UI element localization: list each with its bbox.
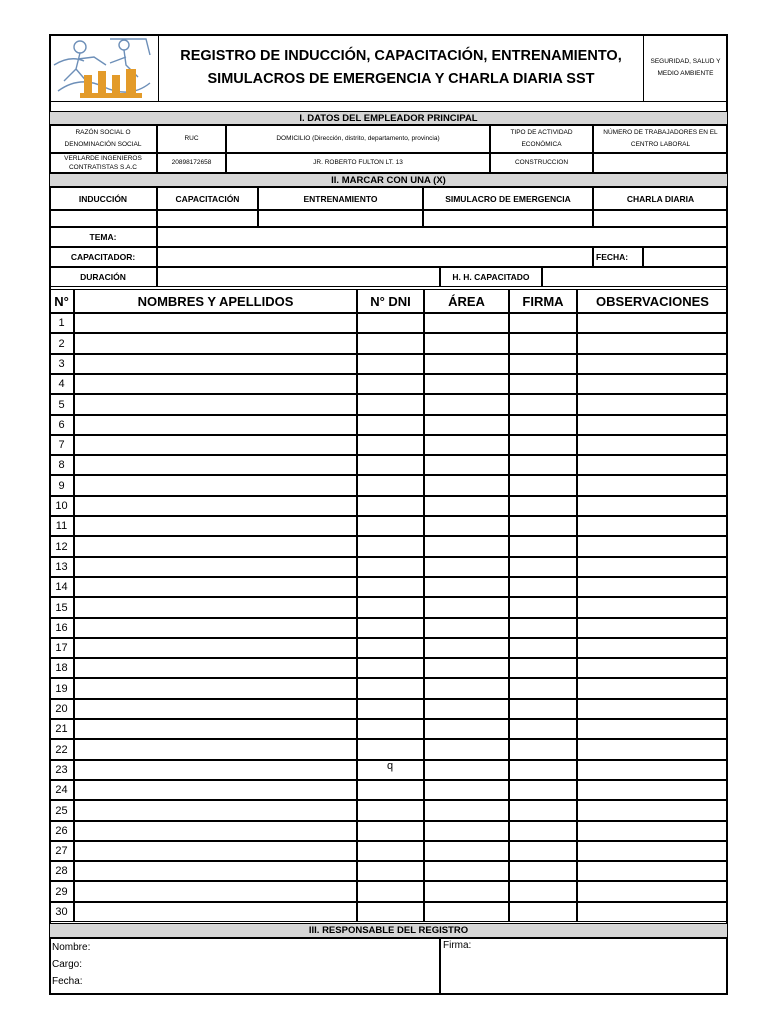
- row-dni-cell[interactable]: [357, 597, 424, 618]
- section-3-title: III. RESPONSABLE DEL REGISTRO: [49, 923, 728, 938]
- title-line-1: REGISTRO DE INDUCCIÓN, CAPACITACIÓN, ENTRENAMIENTO,: [180, 48, 622, 64]
- logo-bars: [80, 69, 142, 98]
- row-observaciones-cell[interactable]: [577, 333, 728, 354]
- row-firma-cell[interactable]: [509, 780, 577, 800]
- row-dni-cell[interactable]: [357, 516, 424, 536]
- row-firma-cell[interactable]: [509, 313, 577, 333]
- row-dni-cell[interactable]: [357, 333, 424, 354]
- sst-note-line-1: SEGURIDAD, SALUD Y: [650, 58, 721, 65]
- nombre-label: Nombre:: [52, 942, 91, 953]
- cargo-label: Cargo:: [52, 959, 83, 970]
- row-observaciones-cell[interactable]: [577, 678, 728, 699]
- row-dni-cell[interactable]: [357, 841, 424, 861]
- row-nombres-cell[interactable]: [74, 516, 357, 536]
- row-nombres-cell[interactable]: [74, 821, 357, 841]
- row-number: 3: [49, 354, 74, 374]
- row-observaciones-cell[interactable]: [577, 557, 728, 577]
- row-number: 27: [49, 841, 74, 861]
- row-area-cell[interactable]: [424, 557, 509, 577]
- row-area-cell[interactable]: [424, 821, 509, 841]
- capacitador-field[interactable]: [157, 247, 593, 267]
- row-firma-cell[interactable]: [509, 557, 577, 577]
- row-firma-cell[interactable]: [509, 333, 577, 354]
- row-firma-cell[interactable]: [509, 658, 577, 678]
- option-capacitacion: CAPACITACIÓN: [157, 187, 258, 210]
- row-observaciones-cell[interactable]: [577, 475, 728, 496]
- row-nombres-cell[interactable]: [74, 496, 357, 516]
- row-area-cell[interactable]: [424, 881, 509, 902]
- row-dni-cell[interactable]: [357, 618, 424, 638]
- col-header-dni: N° DNI: [357, 289, 424, 313]
- row-area-cell[interactable]: [424, 719, 509, 739]
- row-dni-cell[interactable]: [357, 313, 424, 333]
- fecha-label: FECHA:: [593, 247, 643, 267]
- row-number: 5: [49, 394, 74, 415]
- row-dni-cell[interactable]: [357, 658, 424, 678]
- sst-note-line-2: MEDIO AMBIENTE: [657, 70, 714, 77]
- row-nombres-cell[interactable]: [74, 394, 357, 415]
- section-1-title: I. DATOS DEL EMPLEADOR PRINCIPAL: [49, 111, 728, 125]
- row-number: 10: [49, 496, 74, 516]
- row-firma-cell[interactable]: [509, 475, 577, 496]
- row-area-cell[interactable]: [424, 313, 509, 333]
- row-dni-cell[interactable]: [357, 881, 424, 902]
- row-dni-cell[interactable]: [357, 496, 424, 516]
- row-number: 2: [49, 333, 74, 354]
- row-nombres-cell[interactable]: [74, 902, 357, 922]
- row-firma-cell[interactable]: [509, 841, 577, 861]
- row-firma-cell[interactable]: [509, 394, 577, 415]
- row-observaciones-cell[interactable]: [577, 699, 728, 719]
- row-area-cell[interactable]: [424, 435, 509, 455]
- row-nombres-cell[interactable]: [74, 354, 357, 374]
- row-firma-cell[interactable]: [509, 597, 577, 618]
- responsable-datos: [49, 938, 440, 995]
- row-observaciones-cell[interactable]: [577, 516, 728, 536]
- row-nombres-cell[interactable]: [74, 678, 357, 699]
- mark-simulacro[interactable]: [423, 210, 593, 227]
- row-nombres-cell[interactable]: [74, 618, 357, 638]
- row-number: 21: [49, 719, 74, 739]
- row-nombres-cell[interactable]: [74, 699, 357, 719]
- row-observaciones-cell[interactable]: [577, 415, 728, 435]
- row-area-cell[interactable]: [424, 658, 509, 678]
- row-dni-cell[interactable]: [357, 475, 424, 496]
- row-firma-cell[interactable]: [509, 800, 577, 821]
- row-dni-cell[interactable]: [357, 435, 424, 455]
- row-observaciones-cell[interactable]: [577, 881, 728, 902]
- sst-note: [643, 34, 728, 102]
- row-observaciones-cell[interactable]: [577, 313, 728, 333]
- row-nombres-cell[interactable]: [74, 841, 357, 861]
- row-number: 9: [49, 475, 74, 496]
- col-header-area: ÁREA: [424, 289, 509, 313]
- row-observaciones-cell[interactable]: [577, 719, 728, 739]
- duracion-field[interactable]: [157, 267, 440, 287]
- row-observaciones-cell[interactable]: [577, 435, 728, 455]
- row-firma-cell[interactable]: [509, 374, 577, 394]
- trabajadores-label: NÚMERO DE TRABAJADORES EN EL CENTRO LABORAL: [593, 125, 728, 153]
- row-number: 25: [49, 800, 74, 821]
- row-nombres-cell[interactable]: [74, 577, 357, 597]
- row-observaciones-cell[interactable]: [577, 739, 728, 760]
- col-header-nombres: NOMBRES Y APELLIDOS: [74, 289, 357, 313]
- row-nombres-cell[interactable]: [74, 881, 357, 902]
- tema-field[interactable]: [157, 227, 728, 247]
- row-observaciones-cell[interactable]: [577, 455, 728, 475]
- row-dni-cell[interactable]: [357, 455, 424, 475]
- row-nombres-cell[interactable]: [74, 435, 357, 455]
- row-area-cell[interactable]: [424, 800, 509, 821]
- row-nombres-cell[interactable]: [74, 333, 357, 354]
- row-firma-cell[interactable]: [509, 861, 577, 881]
- row-nombres-cell[interactable]: [74, 313, 357, 333]
- row-observaciones-cell[interactable]: [577, 638, 728, 658]
- ruc-label: RUC: [157, 125, 226, 153]
- row-area-cell[interactable]: [424, 354, 509, 374]
- row-number: 19: [49, 678, 74, 699]
- row-observaciones-cell[interactable]: [577, 618, 728, 638]
- row-firma-cell[interactable]: [509, 739, 577, 760]
- row-number: 15: [49, 597, 74, 618]
- row-area-cell[interactable]: [424, 618, 509, 638]
- row-number: 30: [49, 902, 74, 922]
- row-area-cell[interactable]: [424, 496, 509, 516]
- row-observaciones-cell[interactable]: [577, 658, 728, 678]
- row-area-cell[interactable]: [424, 861, 509, 881]
- col-header-num: N°: [49, 289, 74, 313]
- row-area-cell[interactable]: [424, 455, 509, 475]
- row-number: 7: [49, 435, 74, 455]
- row-observaciones-cell[interactable]: [577, 597, 728, 618]
- actividad-label: TIPO DE ACTIVIDAD ECONÓMICA: [490, 125, 593, 153]
- row-dni-cell[interactable]: [357, 719, 424, 739]
- row-observaciones-cell[interactable]: [577, 577, 728, 597]
- row-nombres-cell[interactable]: [74, 536, 357, 557]
- fecha-responsable-label: Fecha:: [52, 976, 83, 987]
- row-area-cell[interactable]: [424, 536, 509, 557]
- row-number: 16: [49, 618, 74, 638]
- row-number: 24: [49, 780, 74, 800]
- row-number: 6: [49, 415, 74, 435]
- row-dni-cell[interactable]: [357, 374, 424, 394]
- row-nombres-cell[interactable]: [74, 415, 357, 435]
- col-header-observaciones: OBSERVACIONES: [577, 289, 728, 313]
- row-area-cell[interactable]: [424, 638, 509, 658]
- row-firma-cell[interactable]: [509, 354, 577, 374]
- row-number: 12: [49, 536, 74, 557]
- mark-charla[interactable]: [593, 210, 728, 227]
- row-area-cell[interactable]: [424, 597, 509, 618]
- row-firma-cell[interactable]: [509, 821, 577, 841]
- row-observaciones-cell[interactable]: [577, 536, 728, 557]
- row-nombres-cell[interactable]: [74, 374, 357, 394]
- row-firma-cell[interactable]: [509, 719, 577, 739]
- hh-field[interactable]: [542, 267, 728, 287]
- row-area-cell[interactable]: [424, 902, 509, 922]
- row-firma-cell[interactable]: [509, 455, 577, 475]
- row-number: 26: [49, 821, 74, 841]
- row-firma-cell[interactable]: [509, 536, 577, 557]
- option-charla: CHARLA DIARIA: [593, 187, 728, 210]
- row-firma-cell[interactable]: [509, 496, 577, 516]
- row-observaciones-cell[interactable]: [577, 760, 728, 780]
- row-number: 22: [49, 739, 74, 760]
- option-simulacro: SIMULACRO DE EMERGENCIA: [423, 187, 593, 210]
- row-number: 23: [49, 760, 74, 780]
- ruc-value[interactable]: 20898172658: [157, 153, 226, 173]
- row-observaciones-cell[interactable]: [577, 902, 728, 922]
- row-area-cell[interactable]: [424, 678, 509, 699]
- row-dni-cell[interactable]: [357, 821, 424, 841]
- logo-box: [49, 34, 159, 102]
- row-firma-cell[interactable]: [509, 902, 577, 922]
- row-dni-cell[interactable]: [357, 861, 424, 881]
- row-number: 29: [49, 881, 74, 902]
- razon-social-value[interactable]: VERLARDE INGENIEROS CONTRATISTAS S.A.C: [49, 153, 157, 173]
- row-number: 28: [49, 861, 74, 881]
- row-nombres-cell[interactable]: [74, 638, 357, 658]
- title-line-2: SIMULACROS DE EMERGENCIA Y CHARLA DIARIA SST: [207, 71, 595, 87]
- row-nombres-cell[interactable]: [74, 760, 357, 780]
- razon-social-label: RAZÓN SOCIAL O DENOMINACIÓN SOCIAL: [49, 125, 157, 153]
- row-area-cell[interactable]: [424, 516, 509, 536]
- row-dni-cell[interactable]: [357, 354, 424, 374]
- row-nombres-cell[interactable]: [74, 739, 357, 760]
- row-observaciones-cell[interactable]: [577, 861, 728, 881]
- row-observaciones-cell[interactable]: [577, 496, 728, 516]
- row-firma-cell[interactable]: [509, 678, 577, 699]
- row-dni-cell[interactable]: [357, 577, 424, 597]
- row-dni-cell[interactable]: [357, 536, 424, 557]
- row-dni-cell[interactable]: [357, 415, 424, 435]
- row-nombres-cell[interactable]: [74, 780, 357, 800]
- row-nombres-cell[interactable]: [74, 719, 357, 739]
- row-dni-cell[interactable]: [357, 638, 424, 658]
- row-area-cell[interactable]: [424, 475, 509, 496]
- form-title: [158, 34, 644, 102]
- row-firma-cell[interactable]: [509, 415, 577, 435]
- row-area-cell[interactable]: [424, 415, 509, 435]
- firma-label: Firma:: [443, 940, 472, 951]
- domicilio-label: DOMICILIO (Dirección, distrito, departamento, provincia): [226, 125, 490, 153]
- option-entrenamiento: ENTRENAMIENTO: [258, 187, 423, 210]
- option-induccion: INDUCCIÓN: [49, 187, 157, 210]
- row-dni-cell[interactable]: [357, 699, 424, 719]
- row-nombres-cell[interactable]: [74, 597, 357, 618]
- row-observaciones-cell[interactable]: [577, 354, 728, 374]
- row-observaciones-cell[interactable]: [577, 821, 728, 841]
- row-firma-cell[interactable]: [509, 577, 577, 597]
- row-area-cell[interactable]: [424, 374, 509, 394]
- row-area-cell[interactable]: [424, 841, 509, 861]
- row-number: 17: [49, 638, 74, 658]
- row-nombres-cell[interactable]: [74, 658, 357, 678]
- row-firma-cell[interactable]: [509, 618, 577, 638]
- row-nombres-cell[interactable]: [74, 800, 357, 821]
- mark-induccion[interactable]: [49, 210, 157, 227]
- col-header-firma: FIRMA: [509, 289, 577, 313]
- row-dni-cell[interactable]: [357, 394, 424, 415]
- row-area-cell[interactable]: [424, 780, 509, 800]
- row-observaciones-cell[interactable]: [577, 374, 728, 394]
- row-dni-cell[interactable]: [357, 739, 424, 760]
- row-firma-cell[interactable]: [509, 760, 577, 780]
- row-firma-cell[interactable]: [509, 435, 577, 455]
- trabajadores-value[interactable]: [593, 153, 728, 173]
- row-firma-cell[interactable]: [509, 881, 577, 902]
- row-observaciones-cell[interactable]: [577, 780, 728, 800]
- row-area-cell[interactable]: [424, 333, 509, 354]
- row-nombres-cell[interactable]: [74, 861, 357, 881]
- tema-label: TEMA:: [49, 227, 157, 247]
- section-2-title: II. MARCAR CON UNA (X): [49, 173, 728, 187]
- row-dni-cell[interactable]: [357, 800, 424, 821]
- firma-field[interactable]: [440, 938, 728, 995]
- row-firma-cell[interactable]: [509, 516, 577, 536]
- domicilio-value[interactable]: JR. ROBERTO FULTON LT. 13: [226, 153, 490, 173]
- row-dni-cell[interactable]: [357, 902, 424, 922]
- row-area-cell[interactable]: [424, 577, 509, 597]
- row-firma-cell[interactable]: [509, 699, 577, 719]
- row-observaciones-cell[interactable]: [577, 841, 728, 861]
- duracion-label: DURACIÓN: [49, 267, 157, 287]
- row-number: 18: [49, 658, 74, 678]
- row-number: 11: [49, 516, 74, 536]
- actividad-value[interactable]: CONSTRUCCION: [490, 153, 593, 173]
- row-area-cell[interactable]: [424, 394, 509, 415]
- company-logo: [50, 35, 158, 101]
- fecha-field[interactable]: [643, 247, 728, 267]
- row-dni-cell[interactable]: [357, 780, 424, 800]
- row-nombres-cell[interactable]: [74, 557, 357, 577]
- capacitador-label: CAPACITADOR:: [49, 247, 157, 267]
- row-number: 14: [49, 577, 74, 597]
- row-number: 1: [49, 313, 74, 333]
- row-number: 8: [49, 455, 74, 475]
- mark-entrenamiento[interactable]: [258, 210, 423, 227]
- row-observaciones-cell[interactable]: [577, 800, 728, 821]
- row-area-cell[interactable]: [424, 760, 509, 780]
- row-firma-cell[interactable]: [509, 638, 577, 658]
- mark-capacitacion[interactable]: [157, 210, 258, 227]
- row-nombres-cell[interactable]: [74, 455, 357, 475]
- row-dni-cell[interactable]: [357, 678, 424, 699]
- row-nombres-cell[interactable]: [74, 475, 357, 496]
- row-number: 4: [49, 374, 74, 394]
- row-observaciones-cell[interactable]: [577, 394, 728, 415]
- row-dni-cell[interactable]: [357, 557, 424, 577]
- stray-mark: q: [387, 760, 394, 772]
- row-area-cell[interactable]: [424, 699, 509, 719]
- row-area-cell[interactable]: [424, 739, 509, 760]
- hh-label: H. H. CAPACITADO: [440, 267, 542, 287]
- row-number: 20: [49, 699, 74, 719]
- row-number: 13: [49, 557, 74, 577]
